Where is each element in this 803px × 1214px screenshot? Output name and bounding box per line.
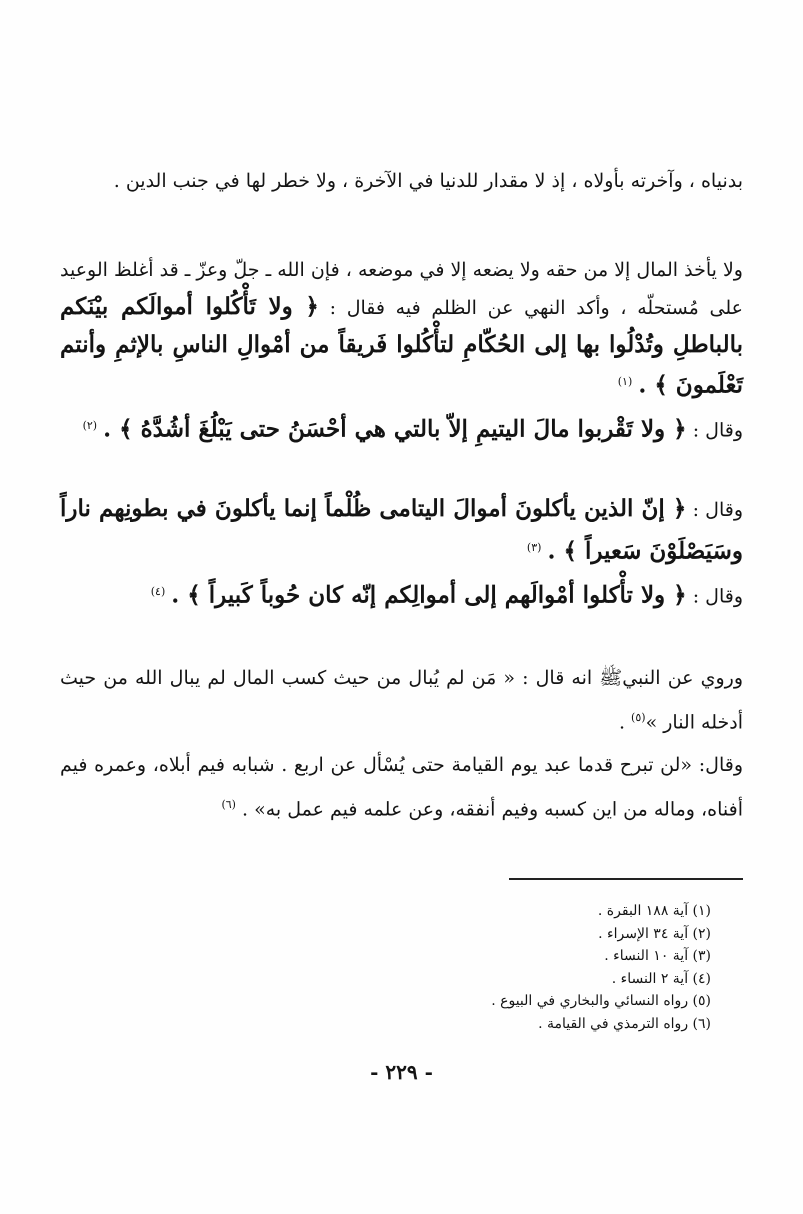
verse-paragraph-4 — [60, 573, 743, 615]
quran-verse-1: ﴿ ولا تَأْكُلوا أموالَكم بيْنَكم بالباطلِ وتُدْلُوا بها إلى الحُكّامِ لتأْكُلوا فَريقاً من أمْوالِ الناسِ بالإثمِ وأنتم تَعْلَمونَ ﴾ . — [60, 293, 743, 399]
footnote-item: (٥) رواه النسائي والبخاري في البيوع . — [491, 993, 711, 1009]
footnote-item: (٣) آية ١٠ النساء . — [604, 948, 711, 964]
paragraph-intro — [60, 252, 743, 404]
footnote-item: (٤) آية ٢ النساء . — [611, 970, 711, 987]
footnote-item: (٢) آية ٣٤ الإسراء . — [598, 925, 711, 942]
quran-verse-4: ﴿ ولا تأْكلوا أمْوالَهم إلى أموالِكم إنّه كان حُوباً كَبيراً ﴾ . — [171, 581, 687, 609]
hadith-text: وروي عن النبيﷺ انه قال : « مَن لم يُبال من حيث كسب المال لم يبال الله من حيث أدخله النار » — [60, 667, 743, 734]
quran-verse-3: ﴿ إنّ الذين يأكلونَ أموالَ اليتامى ظُلْماً إنما يأكلونَ في بطونِهم ناراً وسَيَصْلَوْنَ سَعيراً ﴾ . — [60, 495, 743, 565]
quran-verse-2: ﴿ ولا تَقْربوا مالَ اليتيمِ إلاّ بالتي هي أحْسَنُ حتى يَبْلُغَ أشُدَّهُ ﴾ . — [103, 415, 687, 443]
verse-paragraph-3 — [60, 490, 743, 571]
footnote-ref-6: (٦) — [221, 798, 236, 811]
paragraph-continuation: بدنياه ، وآخرته بأولاه ، إذ لا مقدار للدنيا في الآخرة ، ولا خطر لها في جنب الدين . — [113, 170, 743, 192]
footnote-ref-5: (٥) — [631, 711, 646, 724]
intro-text: ولا يأخذ المال إلا من حقه ولا يضعه إلا في موضعه ، فإن الله ـ جلّ وعزّ ـ قد أغلظ الوعيد على مُستحلّه ، وأكد النهي عن الظلم فيه فقال : — [60, 259, 743, 319]
hadith-end: . — [618, 711, 625, 734]
verse-intro: وقال : — [692, 499, 743, 521]
page-number: - ٢٢٩ - — [370, 1060, 433, 1084]
verse-intro: وقال : — [692, 419, 743, 442]
footnote-ref-3: (٣) — [526, 541, 542, 554]
footnote-ref-4: (٤) — [150, 585, 166, 598]
verse-paragraph-2 — [60, 407, 743, 449]
hadith-paragraph-1 — [60, 658, 743, 742]
hadith-text: وقال: «لن تبرح قدما عبد يوم القيامة حتى يُسْأل عن اربع . شبابه فيم أبلاه، وعمره فيم أفناه، وماله من اين كسبه وفيم أنفقه، وعن علمه فيم عمل به» . — [60, 754, 743, 821]
footnote-separator — [509, 878, 743, 880]
footnote-ref-1: (١) — [617, 375, 633, 388]
hadith-paragraph-2 — [60, 745, 743, 829]
footnote-ref-2: (٢) — [82, 419, 98, 432]
footnote-item: (١) آية ١٨٨ البقرة . — [597, 903, 711, 919]
footnotes-list — [491, 900, 711, 1035]
footnote-item: (٦) رواه الترمذي في القيامة . — [538, 1015, 711, 1032]
verse-intro: وقال : — [692, 585, 743, 608]
